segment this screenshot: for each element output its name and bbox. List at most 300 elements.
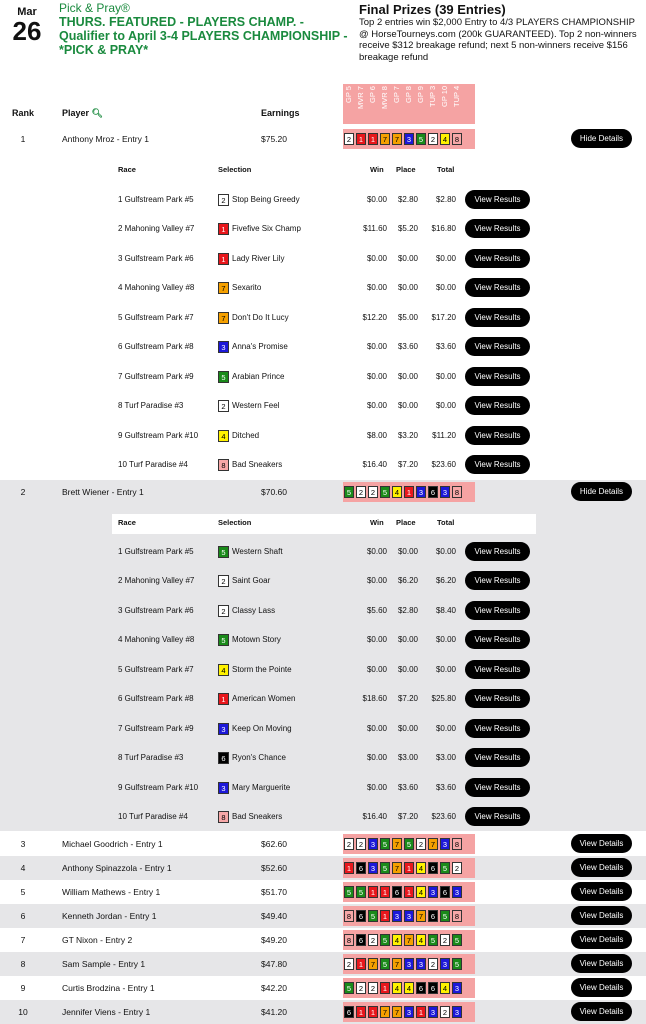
view-results-button[interactable]: View Results — [465, 748, 530, 767]
pick-number: 1 — [368, 1006, 378, 1018]
win-amount: $0.00 — [366, 372, 387, 381]
pick-number: 5 — [356, 886, 366, 898]
pick-number: 7 — [416, 910, 426, 922]
leaderboard-row — [0, 904, 646, 928]
pick-number: 4 — [416, 934, 426, 946]
player-header — [62, 108, 103, 119]
pick-number: 3 — [440, 958, 450, 970]
pick-number: 3 — [404, 910, 414, 922]
pick-number: 1 — [416, 1006, 426, 1018]
horse-name: American Women — [232, 694, 296, 703]
win-amount: $11.60 — [363, 224, 387, 233]
horse-name: Saint Goar — [232, 576, 271, 585]
pick-number: 6 — [356, 862, 366, 874]
pick-number: 2 — [368, 934, 378, 946]
selection — [218, 722, 292, 735]
player-name[interactable]: GT Nixon - Entry 2 — [62, 935, 133, 945]
contest-name: THURS. FEATURED - PLAYERS CHAMP. - Qualifier to April 3-4 PLAYERS CHAMPIONSHIP - *PICK & PRAY* — [59, 15, 348, 57]
total-amount: $0.00 — [435, 547, 456, 556]
pick-number: 7 — [380, 133, 390, 145]
view-details-button[interactable]: View Details — [571, 1002, 632, 1021]
pick-number: 3 — [452, 982, 462, 994]
selection — [218, 663, 292, 676]
leaderboard-row — [0, 880, 646, 904]
horse-name: Lady River Lily — [232, 254, 285, 263]
pick-number: 1 — [344, 862, 354, 874]
horse-name: Western Shaft — [232, 547, 283, 556]
race-name: 10 Turf Paradise #4 — [118, 460, 188, 469]
pick-number: 5 — [416, 133, 426, 145]
race-col-header: Race — [118, 165, 136, 174]
pick-number: 8 — [218, 811, 229, 823]
player-name[interactable]: Curtis Brodzina - Entry 1 — [62, 983, 155, 993]
view-results-button[interactable]: View Results — [465, 807, 530, 826]
race-name: 5 Gulfstream Park #7 — [118, 313, 194, 322]
contest-header — [0, 0, 646, 70]
win-amount: $0.00 — [366, 635, 387, 644]
pick-number: 3 — [368, 838, 378, 850]
picks-strip — [343, 1002, 475, 1022]
view-results-button[interactable]: View Results — [465, 630, 530, 649]
view-details-button[interactable]: View Details — [571, 906, 632, 925]
prizes-title: Final Prizes (39 Entries) — [359, 2, 506, 17]
player-name[interactable]: Kenneth Jordan - Entry 1 — [62, 911, 157, 921]
detail-row — [0, 537, 646, 566]
place-amount: $0.00 — [397, 283, 418, 292]
leaderboard-row — [0, 127, 646, 151]
detail-row — [0, 655, 646, 684]
horse-name: Western Feel — [232, 401, 280, 410]
rank-value: 5 — [20, 887, 26, 897]
pick-number: 2 — [218, 400, 229, 412]
view-results-button[interactable]: View Results — [465, 455, 530, 474]
detail-row — [0, 185, 646, 214]
race-columns-header — [343, 84, 475, 124]
detail-row — [0, 802, 646, 831]
brand-name: Pick & Pray® — [59, 1, 130, 15]
pick-number: 8 — [452, 838, 462, 850]
race-name: 9 Gulfstream Park #10 — [118, 431, 199, 440]
pick-number: 2 — [356, 982, 366, 994]
rank-value: 6 — [20, 911, 26, 921]
race-name: 6 Gulfstream Park #8 — [118, 694, 194, 703]
win-amount: $18.60 — [362, 694, 387, 703]
win-amount: $5.60 — [366, 606, 387, 615]
view-results-button[interactable]: View Results — [465, 719, 530, 738]
pick-number: 2 — [368, 982, 378, 994]
pick-number: 6 — [416, 982, 426, 994]
total-amount: $3.00 — [435, 753, 456, 762]
race-name: 7 Gulfstream Park #9 — [118, 724, 194, 733]
pick-number: 5 — [344, 886, 354, 898]
total-amount: $16.80 — [431, 224, 456, 233]
win-amount: $0.00 — [366, 342, 387, 351]
pick-number: 5 — [380, 862, 390, 874]
win-amount: $16.40 — [362, 812, 387, 821]
total-amount: $11.20 — [432, 431, 456, 440]
pick-number: 4 — [392, 934, 402, 946]
selection — [218, 311, 289, 324]
total-col-header: Total — [437, 165, 455, 174]
win-amount: $0.00 — [366, 254, 387, 263]
hide-details-button[interactable]: Hide Details — [571, 129, 632, 148]
leaderboard-row — [0, 928, 646, 952]
player-name[interactable]: Jennifer Viens - Entry 1 — [62, 1007, 151, 1017]
pick-number: 3 — [440, 838, 450, 850]
place-amount: $0.00 — [397, 724, 418, 733]
pick-number: 6 — [344, 1006, 354, 1018]
player-name[interactable]: Anthony Spinazzola - Entry 1 — [62, 863, 172, 873]
details-header — [0, 514, 646, 534]
win-amount: $0.00 — [366, 547, 387, 556]
view-details-button[interactable]: View Details — [571, 882, 632, 901]
total-amount: $0.00 — [435, 254, 456, 263]
pick-number: 5 — [404, 838, 414, 850]
pick-number: 2 — [356, 486, 366, 498]
rank-header: Rank — [11, 108, 34, 118]
pick-number: 3 — [218, 782, 229, 794]
win-amount: $0.00 — [366, 283, 387, 292]
contest-title — [59, 2, 349, 57]
total-amount: $0.00 — [435, 635, 456, 644]
horse-name: Motown Story — [232, 635, 281, 644]
pick-number: 3 — [218, 341, 229, 353]
pick-number: 2 — [356, 838, 366, 850]
pick-number: 6 — [428, 982, 438, 994]
race-name: 8 Turf Paradise #3 — [118, 753, 184, 762]
pick-number: 8 — [218, 459, 229, 471]
player-name[interactable]: Sam Sample - Entry 1 — [62, 959, 146, 969]
pick-number: 1 — [404, 862, 414, 874]
total-amount: $0.00 — [435, 665, 456, 674]
pick-number: 2 — [416, 838, 426, 850]
place-amount: $0.00 — [397, 372, 418, 381]
pick-number: 6 — [428, 910, 438, 922]
win-col-header: Win — [370, 518, 384, 527]
pick-number: 3 — [440, 486, 450, 498]
win-amount: $16.40 — [362, 460, 387, 469]
pick-number: 5 — [218, 546, 229, 558]
player-name[interactable]: Brett Wiener - Entry 1 — [62, 487, 144, 497]
view-details-button[interactable]: View Details — [571, 930, 632, 949]
horse-name: Stop Being Greedy — [232, 195, 300, 204]
detail-row — [0, 214, 646, 243]
selection — [218, 633, 281, 646]
pick-number: 5 — [368, 910, 378, 922]
pick-number: 7 — [392, 1006, 402, 1018]
prizes-description: Top 2 entries win $2,000 Entry to 4/3 PLAYERS CHAMPIONSHIP @ HorseTourneys.com (200k GUARANTEED). Top 2 non-winners receive $312 breakage refund; next 5 non-winners receive $156 breakage refund — [359, 17, 637, 63]
view-results-button[interactable]: View Results — [465, 396, 530, 415]
selection — [218, 545, 283, 558]
pick-number: 5 — [428, 934, 438, 946]
picks-strip — [343, 834, 475, 854]
hide-details-button[interactable]: Hide Details — [571, 482, 632, 501]
pick-number: 7 — [392, 838, 402, 850]
view-results-button[interactable]: View Results — [465, 571, 530, 590]
view-details-button[interactable]: View Details — [571, 834, 632, 853]
view-results-button[interactable]: View Results — [465, 219, 530, 238]
pick-number: 2 — [218, 194, 229, 206]
picks-strip — [343, 882, 475, 902]
pick-number: 1 — [356, 1006, 366, 1018]
view-results-button[interactable]: View Results — [465, 601, 530, 620]
detail-row — [0, 244, 646, 273]
selection — [218, 222, 301, 235]
pick-number: 4 — [218, 664, 229, 676]
view-details-button[interactable]: View Details — [571, 858, 632, 877]
pick-number: 1 — [218, 253, 229, 265]
pick-number: 2 — [368, 486, 378, 498]
search-icon[interactable]: 🔍︎ — [91, 108, 103, 118]
earnings-value: $41.20 — [261, 1007, 287, 1017]
pick-number: 6 — [392, 886, 402, 898]
pick-number: 1 — [368, 133, 378, 145]
detail-row — [0, 332, 646, 361]
picks-strip — [343, 858, 475, 878]
date-month: Mar — [17, 6, 37, 18]
picks-strip — [343, 906, 475, 926]
picks-strip — [343, 482, 475, 502]
leaderboard-row — [0, 856, 646, 880]
pick-number: 6 — [356, 934, 366, 946]
view-results-button[interactable]: View Results — [465, 542, 530, 561]
pick-number: 5 — [452, 958, 462, 970]
pick-number: 5 — [344, 486, 354, 498]
win-amount: $0.00 — [366, 576, 387, 585]
view-results-button[interactable]: View Results — [465, 249, 530, 268]
earnings-header: Earnings — [261, 108, 300, 118]
leaderboard-row — [0, 1000, 646, 1024]
horse-name: Don't Do It Lucy — [232, 313, 289, 322]
earnings-value: $52.60 — [261, 863, 287, 873]
race-name: 8 Turf Paradise #3 — [118, 401, 184, 410]
detail-row — [0, 421, 646, 450]
race-name: 4 Mahoning Valley #8 — [118, 635, 195, 644]
view-results-button[interactable]: View Results — [465, 337, 530, 356]
pick-number: 8 — [344, 910, 354, 922]
place-amount: $2.80 — [397, 606, 418, 615]
pick-number: 7 — [392, 862, 402, 874]
selection — [218, 692, 295, 705]
pick-number: 4 — [392, 486, 402, 498]
pick-number: 1 — [380, 886, 390, 898]
horse-name: Arabian Prince — [232, 372, 285, 381]
earnings-value: $75.20 — [261, 134, 287, 144]
pick-number: 6 — [218, 752, 229, 764]
pick-number: 1 — [380, 982, 390, 994]
pick-number: 5 — [344, 982, 354, 994]
total-amount: $3.60 — [435, 342, 456, 351]
total-amount: $8.40 — [435, 606, 456, 615]
rank-value: 10 — [18, 1007, 28, 1017]
total-amount: $3.60 — [435, 783, 456, 792]
pick-number: 3 — [404, 1006, 414, 1018]
pick-number: 1 — [356, 133, 366, 145]
detail-row — [0, 714, 646, 743]
pick-number: 7 — [380, 1006, 390, 1018]
view-results-button[interactable]: View Results — [465, 778, 530, 797]
pick-number: 6 — [428, 486, 438, 498]
place-amount: $5.00 — [397, 313, 418, 322]
pick-number: 3 — [404, 958, 414, 970]
horse-name: Ditched — [232, 431, 260, 440]
pick-number: 4 — [404, 982, 414, 994]
total-amount: $17.20 — [431, 313, 456, 322]
pick-number: 8 — [452, 910, 462, 922]
place-amount: $3.00 — [397, 753, 418, 762]
rank-value: 8 — [20, 959, 26, 969]
race-name: 1 Gulfstream Park #5 — [118, 195, 194, 204]
rank-value: 3 — [20, 839, 26, 849]
pick-number: 1 — [218, 693, 229, 705]
horse-name: Storm the Pointe — [232, 665, 292, 674]
pick-number: 5 — [380, 934, 390, 946]
earnings-value: $47.80 — [261, 959, 287, 969]
place-amount: $0.00 — [397, 254, 418, 263]
picks-strip — [343, 978, 475, 998]
view-results-button[interactable]: View Results — [465, 689, 530, 708]
selection — [218, 574, 270, 587]
pick-number: 8 — [344, 934, 354, 946]
pick-number: 3 — [416, 486, 426, 498]
picks-strip — [343, 930, 475, 950]
pick-number: 8 — [452, 133, 462, 145]
race-name: 3 Gulfstream Park #6 — [118, 606, 194, 615]
earnings-value: $49.20 — [261, 935, 287, 945]
detail-row — [0, 391, 646, 420]
picks-strip — [343, 129, 475, 149]
place-col-header: Place — [396, 518, 416, 527]
selection — [218, 458, 282, 471]
race-name: 9 Gulfstream Park #10 — [118, 783, 199, 792]
view-results-button[interactable]: View Results — [465, 367, 530, 386]
pick-number: 7 — [218, 282, 229, 294]
horse-name: Anna's Promise — [232, 342, 288, 351]
race-column-header: GP 6 — [368, 86, 377, 103]
race-name: 4 Mahoning Valley #8 — [118, 283, 195, 292]
place-amount: $5.20 — [397, 224, 418, 233]
leaderboard-header — [0, 84, 646, 124]
pick-number: 4 — [440, 982, 450, 994]
pick-number: 2 — [344, 958, 354, 970]
total-amount: $23.60 — [431, 812, 456, 821]
horse-name: Keep On Moving — [232, 724, 292, 733]
horse-name: Classy Lass — [232, 606, 276, 615]
player-header-label: Player — [62, 108, 90, 118]
detail-row — [0, 450, 646, 479]
place-amount: $0.00 — [397, 547, 418, 556]
pick-number: 7 — [392, 958, 402, 970]
selection — [218, 370, 284, 383]
horse-name: Fivefive Six Champ — [232, 224, 301, 233]
view-results-button[interactable]: View Results — [465, 190, 530, 209]
pick-number: 4 — [416, 886, 426, 898]
place-amount: $7.20 — [397, 812, 418, 821]
pick-number: 4 — [440, 133, 450, 145]
view-results-button[interactable]: View Results — [465, 426, 530, 445]
leaderboard-row — [0, 832, 646, 856]
race-column-header: GP 8 — [404, 86, 413, 103]
pick-number: 3 — [452, 1006, 462, 1018]
pick-number: 5 — [218, 371, 229, 383]
detail-row — [0, 303, 646, 332]
selection — [218, 193, 300, 206]
win-amount: $0.00 — [366, 783, 387, 792]
win-amount: $8.00 — [366, 431, 387, 440]
place-amount: $3.60 — [397, 342, 418, 351]
race-name: 5 Gulfstream Park #7 — [118, 665, 194, 674]
pick-number: 6 — [356, 910, 366, 922]
earnings-value: $70.60 — [261, 487, 287, 497]
player-name[interactable]: Michael Goodrich - Entry 1 — [62, 839, 163, 849]
player-name[interactable]: William Mathews - Entry 1 — [62, 887, 161, 897]
prizes-panel — [359, 2, 643, 63]
view-details-button[interactable]: View Details — [571, 978, 632, 997]
win-amount: $0.00 — [366, 195, 387, 204]
pick-number: 6 — [428, 862, 438, 874]
pick-number: 4 — [392, 982, 402, 994]
selection — [218, 340, 288, 353]
pick-number: 5 — [218, 634, 229, 646]
win-amount: $12.20 — [362, 313, 387, 322]
horse-name: Sexarito — [232, 283, 262, 292]
pick-number: 1 — [218, 223, 229, 235]
detail-row — [0, 773, 646, 802]
leaderboard-row — [0, 480, 646, 504]
detail-row — [0, 362, 646, 391]
selection — [218, 252, 284, 265]
leaderboard-row — [0, 952, 646, 976]
picks-strip — [343, 954, 475, 974]
view-results-button[interactable]: View Results — [465, 660, 530, 679]
total-amount: $25.80 — [431, 694, 456, 703]
horse-name: Mary Marguerite — [232, 783, 291, 792]
date-day: 26 — [12, 16, 42, 46]
horse-name: Bad Sneakers — [232, 812, 283, 821]
pick-number: 3 — [218, 723, 229, 735]
pick-number: 2 — [428, 958, 438, 970]
pick-number: 1 — [404, 486, 414, 498]
race-column-header: TUP 3 — [428, 86, 437, 108]
selection — [218, 781, 290, 794]
pick-number: 2 — [218, 605, 229, 617]
pick-number: 1 — [380, 910, 390, 922]
earnings-value: $62.60 — [261, 839, 287, 849]
place-amount: $6.20 — [397, 576, 418, 585]
rank-value: 4 — [20, 863, 26, 873]
detail-row — [0, 273, 646, 302]
selection — [218, 399, 279, 412]
place-amount: $7.20 — [397, 460, 418, 469]
player-name[interactable]: Anthony Mroz - Entry 1 — [62, 134, 149, 144]
pick-number: 2 — [344, 133, 354, 145]
place-amount: $3.20 — [397, 431, 418, 440]
view-results-button[interactable]: View Results — [465, 278, 530, 297]
total-amount: $23.60 — [431, 460, 456, 469]
view-details-button[interactable]: View Details — [571, 954, 632, 973]
race-column-header: GP 7 — [392, 86, 401, 103]
total-amount: $0.00 — [435, 283, 456, 292]
race-name: 3 Gulfstream Park #6 — [118, 254, 194, 263]
pick-number: 3 — [416, 958, 426, 970]
selection-col-header: Selection — [218, 518, 252, 527]
view-results-button[interactable]: View Results — [465, 308, 530, 327]
pick-number: 5 — [440, 910, 450, 922]
pick-number: 3 — [392, 910, 402, 922]
selection — [218, 604, 275, 617]
race-name: 1 Gulfstream Park #5 — [118, 547, 194, 556]
selection-col-header: Selection — [218, 165, 252, 174]
